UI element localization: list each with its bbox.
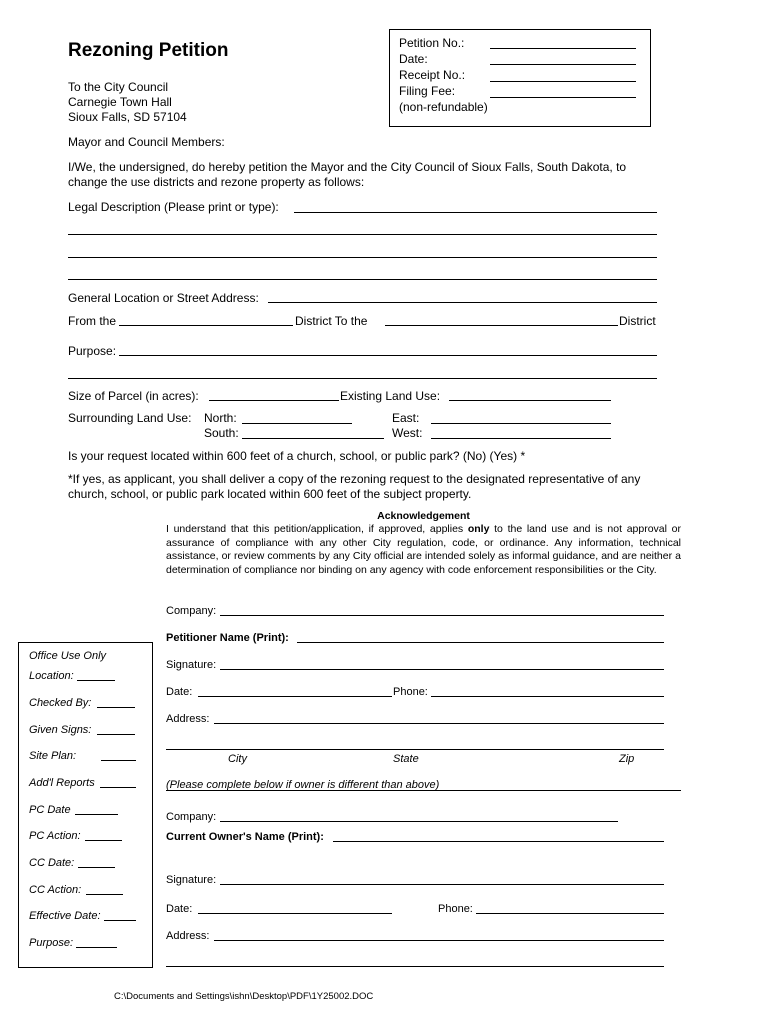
non-refundable-note: (non-refundable) bbox=[399, 100, 488, 114]
legal-description-line-2[interactable] bbox=[68, 234, 657, 235]
general-location-label: General Location or Street Address: bbox=[68, 291, 259, 305]
office-cc-date-field[interactable] bbox=[78, 867, 115, 868]
east-field[interactable] bbox=[431, 423, 611, 424]
office-pc-action-label: PC Action: bbox=[29, 830, 81, 842]
petition-date-field[interactable] bbox=[490, 64, 636, 65]
west-label: West: bbox=[392, 426, 423, 440]
owner-address-line-2[interactable] bbox=[166, 966, 664, 967]
owner-date-field[interactable] bbox=[198, 913, 392, 914]
office-addl-reports-label: Add'l Reports bbox=[29, 777, 95, 789]
petitioner-date-field[interactable] bbox=[198, 696, 392, 697]
office-purpose-label: Purpose: bbox=[29, 937, 74, 949]
petitioner-company-label: Company: bbox=[166, 605, 217, 617]
church-school-park-question: Is your request located within 600 feet of a church, school, or public park? (No) (Yes) * bbox=[68, 449, 526, 463]
owner-address-field[interactable] bbox=[214, 940, 664, 941]
west-field[interactable] bbox=[431, 438, 611, 439]
from-district-field[interactable] bbox=[119, 325, 293, 326]
page-title: Rezoning Petition bbox=[68, 40, 229, 61]
address-line-1: To the City Council bbox=[68, 80, 169, 94]
filing-fee-label: Filing Fee: bbox=[399, 84, 456, 98]
legal-description-line-4[interactable] bbox=[68, 279, 657, 280]
owner-address-label: Address: bbox=[166, 930, 210, 942]
church-school-park-note: *If yes, as applicant, you shall deliver a copy of the rezoning request to the designated representative of any church, school, or public park located within 600 feet of the subject property. bbox=[68, 472, 641, 501]
surrounding-land-use-label: Surrounding Land Use: bbox=[68, 411, 192, 425]
footer-file-path: C:\Documents and Settings\ishn\Desktop\PDF\1Y25002.DOC bbox=[114, 991, 374, 1002]
city-caption: City bbox=[228, 753, 247, 765]
petitioner-phone-label: Phone: bbox=[393, 686, 428, 698]
office-site-plan-field[interactable] bbox=[101, 760, 136, 761]
salutation: Mayor and Council Members: bbox=[68, 135, 225, 149]
office-cc-action-label: CC Action: bbox=[29, 884, 82, 896]
petitioner-name-label: Petitioner Name (Print): bbox=[166, 632, 289, 644]
office-site-plan-label: Site Plan: bbox=[29, 750, 77, 762]
office-effective-date-label: Effective Date: bbox=[29, 910, 101, 922]
address-line-2: Carnegie Town Hall bbox=[68, 95, 172, 109]
owner-section-divider bbox=[166, 790, 681, 791]
petitioner-address-label: Address: bbox=[166, 713, 210, 725]
owner-note: (Please complete below if owner is different than above) bbox=[166, 779, 440, 791]
to-district-field[interactable] bbox=[385, 325, 618, 326]
receipt-no-field[interactable] bbox=[490, 81, 636, 82]
petition-no-label: Petition No.: bbox=[399, 36, 465, 50]
existing-land-use-label: Existing Land Use: bbox=[340, 389, 441, 403]
filing-fee-field[interactable] bbox=[490, 97, 636, 98]
office-given-signs-field[interactable] bbox=[97, 734, 135, 735]
petitioner-phone-field[interactable] bbox=[431, 696, 664, 697]
office-use-title: Office Use Only bbox=[29, 650, 107, 662]
north-label: North: bbox=[204, 411, 237, 425]
acknowledgement-text bbox=[166, 523, 681, 577]
office-checked-by-field[interactable] bbox=[97, 707, 135, 708]
office-cc-date-label: CC Date: bbox=[29, 857, 75, 869]
office-location-field[interactable] bbox=[77, 680, 115, 681]
zip-caption: Zip bbox=[619, 753, 635, 765]
address-line-3: Sioux Falls, SD 57104 bbox=[68, 110, 187, 124]
general-location-field[interactable] bbox=[268, 302, 657, 303]
office-checked-by-label: Checked By: bbox=[29, 697, 92, 709]
receipt-no-label: Receipt No.: bbox=[399, 68, 466, 82]
owner-name-label: Current Owner's Name (Print): bbox=[166, 831, 324, 843]
size-of-parcel-label: Size of Parcel (in acres): bbox=[68, 389, 199, 403]
acknowledgement-text-end: to the land use and is not approval or assurance of compliance with any other City regulation, code, or ordinance. Any information, technical assistance, or review comments by any City official are intended solely as informal guidance, and are neither a determination of compliance nor binding on any agency with code enforcement responsibilities or the City. bbox=[166, 523, 681, 576]
petitioner-signature-field[interactable] bbox=[220, 669, 664, 670]
acknowledgement-heading: Acknowledgement bbox=[377, 510, 470, 522]
south-label: South: bbox=[204, 426, 239, 440]
office-given-signs-label: Given Signs: bbox=[29, 724, 92, 736]
petitioner-address-field[interactable] bbox=[214, 723, 664, 724]
acknowledgement-text-emphasis: only bbox=[467, 523, 490, 535]
owner-company-label: Company: bbox=[166, 811, 217, 823]
petition-no-field[interactable] bbox=[490, 48, 636, 49]
owner-name-field[interactable] bbox=[333, 841, 664, 842]
office-location-label: Location: bbox=[29, 670, 74, 682]
office-pc-date-field[interactable] bbox=[75, 814, 118, 815]
purpose-field[interactable] bbox=[119, 355, 657, 356]
office-addl-reports-field[interactable] bbox=[100, 787, 136, 788]
office-effective-date-field[interactable] bbox=[104, 920, 136, 921]
office-cc-action-field[interactable] bbox=[86, 894, 123, 895]
owner-signature-field[interactable] bbox=[220, 884, 664, 885]
petition-date-label: Date: bbox=[399, 52, 428, 66]
office-pc-action-field[interactable] bbox=[85, 840, 122, 841]
petitioner-name-field[interactable] bbox=[297, 642, 664, 643]
owner-company-field[interactable] bbox=[220, 821, 618, 822]
petitioner-address-line-2[interactable] bbox=[166, 749, 664, 750]
district-label: District bbox=[619, 314, 656, 328]
intro-paragraph: I/We, the undersigned, do hereby petition the Mayor and the City Council of Sioux Falls, South Dakota, to change the use districts and rezone property as follows: bbox=[68, 160, 627, 189]
legal-description-field[interactable] bbox=[294, 212, 657, 213]
district-to-the-label: District To the bbox=[295, 314, 368, 328]
east-label: East: bbox=[392, 411, 420, 425]
purpose-label: Purpose: bbox=[68, 344, 117, 358]
petitioner-signature-label: Signature: bbox=[166, 659, 217, 671]
owner-date-label: Date: bbox=[166, 903, 193, 915]
existing-land-use-field[interactable] bbox=[449, 400, 611, 401]
office-pc-date-label: PC Date bbox=[29, 804, 71, 816]
owner-signature-label: Signature: bbox=[166, 874, 217, 886]
from-the-label: From the bbox=[68, 314, 117, 328]
south-field[interactable] bbox=[242, 438, 384, 439]
north-field[interactable] bbox=[242, 423, 352, 424]
state-caption: State bbox=[393, 753, 419, 765]
office-purpose-field[interactable] bbox=[76, 947, 117, 948]
legal-description-line-3[interactable] bbox=[68, 257, 657, 258]
size-of-parcel-field[interactable] bbox=[209, 400, 339, 401]
owner-phone-label: Phone: bbox=[438, 903, 473, 915]
legal-description-label: Legal Description (Please print or type): bbox=[68, 200, 279, 214]
purpose-line-2[interactable] bbox=[68, 378, 657, 379]
petitioner-company-field[interactable] bbox=[220, 615, 664, 616]
acknowledgement-text-start: I understand that this petition/application, if approved, applies bbox=[166, 523, 468, 535]
owner-phone-field[interactable] bbox=[476, 913, 664, 914]
petitioner-date-label: Date: bbox=[166, 686, 193, 698]
